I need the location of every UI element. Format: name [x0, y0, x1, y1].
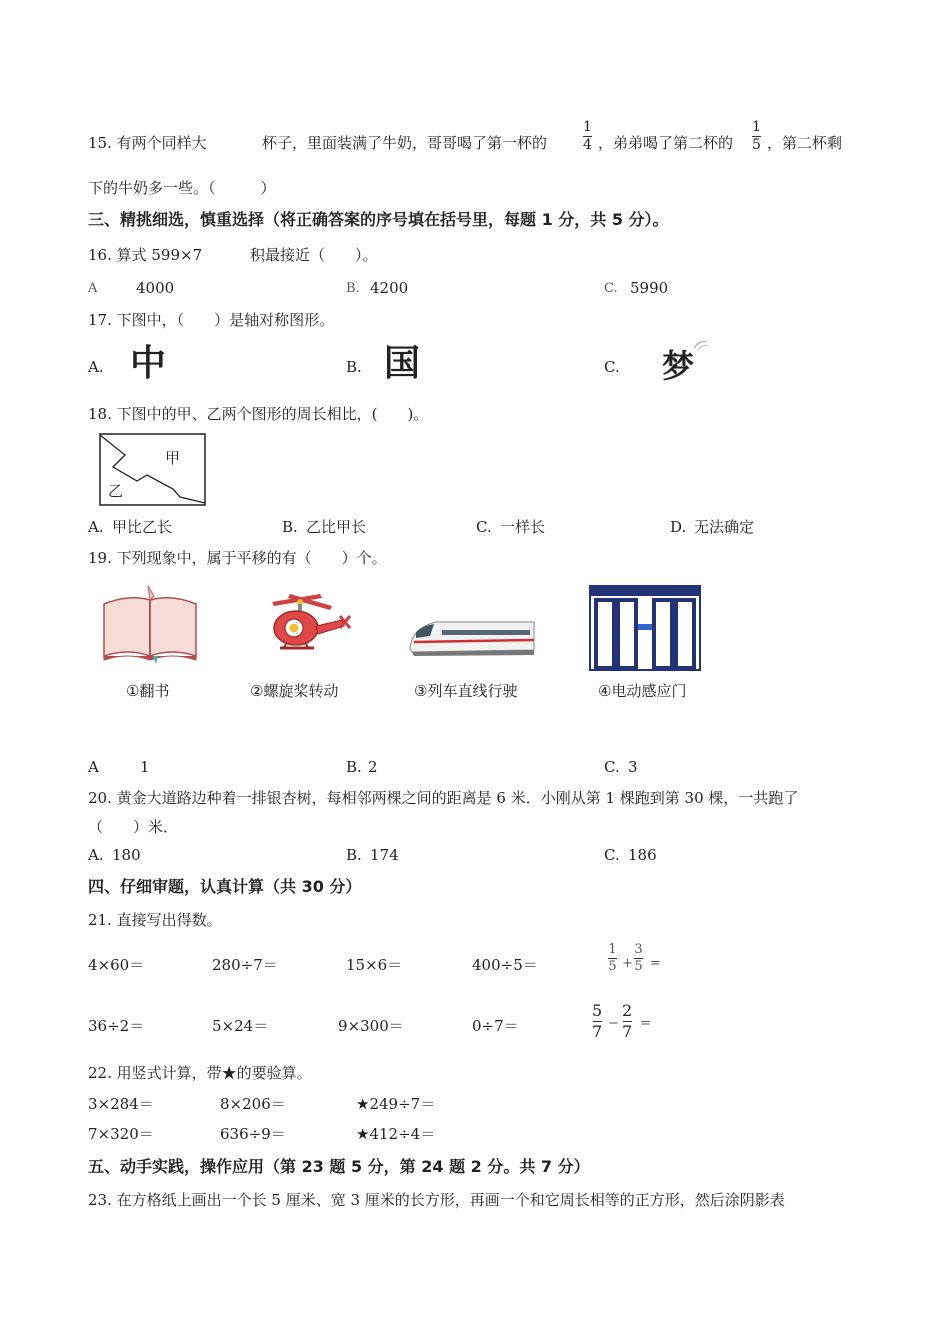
q22-r2-item-3: ★412÷4＝ — [356, 1125, 436, 1143]
frac-denominator: 7 — [622, 1021, 633, 1041]
q20-option-b-label: B. — [346, 846, 362, 864]
q22-r1-item-1: 3×284＝ — [88, 1095, 154, 1113]
q21-r1-item-4: 400÷5＝ — [472, 956, 538, 974]
q20-option-a-label: A. — [88, 846, 104, 864]
q17-option-a-label: A. — [88, 358, 104, 376]
q18-option-d-label: D. — [670, 518, 687, 536]
q18-option-b-text: 乙比甲长 — [306, 518, 367, 536]
q21-r2-frac-b — [622, 1002, 632, 1040]
q21-r1-item-2: 280÷7＝ — [212, 956, 278, 974]
q17-stem: 17. 下图中，（ ）是轴对称图形。 — [88, 311, 335, 329]
q17-option-c-glyph: 梦 — [662, 347, 695, 385]
q18-option-d-text: 无法确定 — [694, 518, 755, 536]
q16-option-b-text: 4200 — [370, 279, 409, 297]
sliding-door-icon — [588, 584, 702, 672]
q16-option-c-label: C. — [604, 281, 618, 296]
q20-option-b-text: 174 — [370, 846, 399, 864]
q17-option-a-glyph: 中 — [130, 343, 167, 384]
q18-option-a-label: A. — [88, 518, 104, 536]
figure-label-jia: 甲 — [165, 449, 181, 467]
q16-option-c-text: 5990 — [630, 279, 669, 297]
frac-numerator: 1 — [752, 119, 761, 135]
q21-r1-frac-a — [608, 943, 617, 975]
q15-text-d: ，第二杯剩 — [767, 134, 843, 152]
q21-r1-item-3: 15×6＝ — [346, 956, 403, 974]
q15-text-b: 杯子，里面装满了牛奶，哥哥喝了第一杯的 — [262, 134, 548, 152]
q19-caption-3: ③列车直线行驶 — [414, 682, 518, 700]
q21-r2-frac-a — [592, 1002, 602, 1040]
q19-option-c-text: 3 — [628, 758, 638, 776]
book-icon — [100, 586, 200, 666]
q15-text-line2: 下的牛奶多一些。（ ） — [88, 179, 276, 197]
q16-stem-a: 16. 算式 599×7 — [88, 246, 203, 264]
q21-r2-item-4: 0÷7＝ — [472, 1017, 519, 1035]
q20-option-c-text: 186 — [628, 846, 657, 864]
q18-option-b-label: B. — [282, 518, 298, 536]
q22-r2-item-1: 7×320＝ — [88, 1125, 154, 1143]
q19-option-b-text: 2 — [368, 758, 378, 776]
q18-option-c-text: 一样长 — [500, 518, 546, 536]
frac-denominator: 5 — [634, 959, 643, 975]
q15-fraction-1 — [583, 120, 592, 154]
q21-r1-item-1: 4×60＝ — [88, 956, 145, 974]
q21-r2-eq: = — [640, 1016, 651, 1031]
q21-r2-op: − — [608, 1016, 619, 1031]
frac-numerator: 1 — [608, 942, 617, 957]
q19-option-a-text: 1 — [140, 758, 150, 776]
frac-denominator: 5 — [752, 137, 761, 154]
q17-option-b-glyph: 国 — [384, 343, 421, 384]
frac-denominator: 5 — [608, 959, 617, 975]
q15-fraction-2 — [752, 120, 761, 154]
frac-numerator: 1 — [583, 119, 592, 135]
frac-numerator: 2 — [622, 1001, 633, 1020]
q20-line1: 20. 黄金大道路边种着一排银杏树，每相邻两棵之间的距离是 6 米．小刚从第 1 棵跑到第 30 棵，一共跑了 — [88, 789, 799, 807]
q22-r1-item-2: 8×206＝ — [220, 1095, 286, 1113]
helicopter-icon — [262, 592, 354, 662]
q19-caption-1: ①翻书 — [126, 682, 170, 700]
q19-caption-4: ④电动感应门 — [598, 682, 687, 700]
q21-r1-frac-b — [634, 943, 643, 975]
q16-option-a-label: A — [88, 281, 98, 296]
frac-numerator: 3 — [634, 942, 643, 957]
q22-stem: 22. 用竖式计算，带★的要验算。 — [88, 1064, 312, 1082]
q18-stem: 18. 下图中的甲、乙两个图形的周长相比，( )。 — [88, 405, 429, 423]
q16-option-b-label: B. — [346, 281, 360, 296]
frac-numerator: 5 — [592, 1001, 603, 1020]
q21-stem: 21. 直接写出得数。 — [88, 911, 222, 929]
q16-stem-b: 积最接近（ ）。 — [250, 246, 378, 264]
q21-r2-item-2: 5×24＝ — [212, 1017, 269, 1035]
q21-r2-item-3: 9×300＝ — [338, 1017, 404, 1035]
q20-option-a-text: 180 — [112, 846, 141, 864]
q22-r1-item-3: ★249÷7＝ — [356, 1095, 436, 1113]
figure-label-yi: 乙 — [108, 482, 124, 500]
frac-denominator: 7 — [592, 1021, 603, 1041]
section-3-title: 三、精挑细选，慎重选择（将正确答案的序号填在括号里，每题 1 分，共 5 分）。 — [88, 210, 669, 229]
q21-r1-op: + — [622, 956, 633, 971]
train-icon — [408, 610, 538, 660]
q19-option-b-label: B. — [346, 758, 362, 776]
q15-text-a: 15. 有两个同样大 — [88, 134, 207, 152]
section-4-title: 四、仔细审题，认真计算（共 30 分） — [88, 877, 362, 896]
q22-r2-item-2: 636÷9＝ — [220, 1125, 286, 1143]
q20-option-c-label: C. — [604, 846, 620, 864]
q18-option-a-text: 甲比乙长 — [112, 518, 173, 536]
q17-option-b-label: B. — [346, 358, 362, 376]
q16-option-a-text: 4000 — [136, 279, 175, 297]
q23-stem: 23. 在方格纸上画出一个长 5 厘米、宽 3 厘米的长方形，再画一个和它周长相等的正方形，然后涂阴影表 — [88, 1191, 785, 1209]
q19-caption-2: ②螺旋桨转动 — [250, 682, 339, 700]
frac-denominator: 4 — [583, 137, 592, 154]
q17-option-c-label: C. — [604, 358, 620, 376]
q21-r1-eq: = — [650, 956, 661, 971]
section-5-title: 五、动手实践，操作应用（第 23 题 5 分，第 24 题 2 分。共 7 分） — [88, 1157, 590, 1176]
q19-stem: 19. 下列现象中，属于平移的有（ ）个。 — [88, 549, 387, 567]
q18-option-c-label: C. — [476, 518, 492, 536]
q20-line2: （ ）米． — [88, 818, 179, 836]
q19-option-c-label: C. — [604, 758, 620, 776]
sparkle-icon — [692, 338, 710, 352]
q19-option-a-label: A — [88, 758, 99, 776]
q15-text-c: ，弟弟喝了第二杯的 — [598, 134, 734, 152]
q21-r2-item-1: 36÷2＝ — [88, 1017, 145, 1035]
